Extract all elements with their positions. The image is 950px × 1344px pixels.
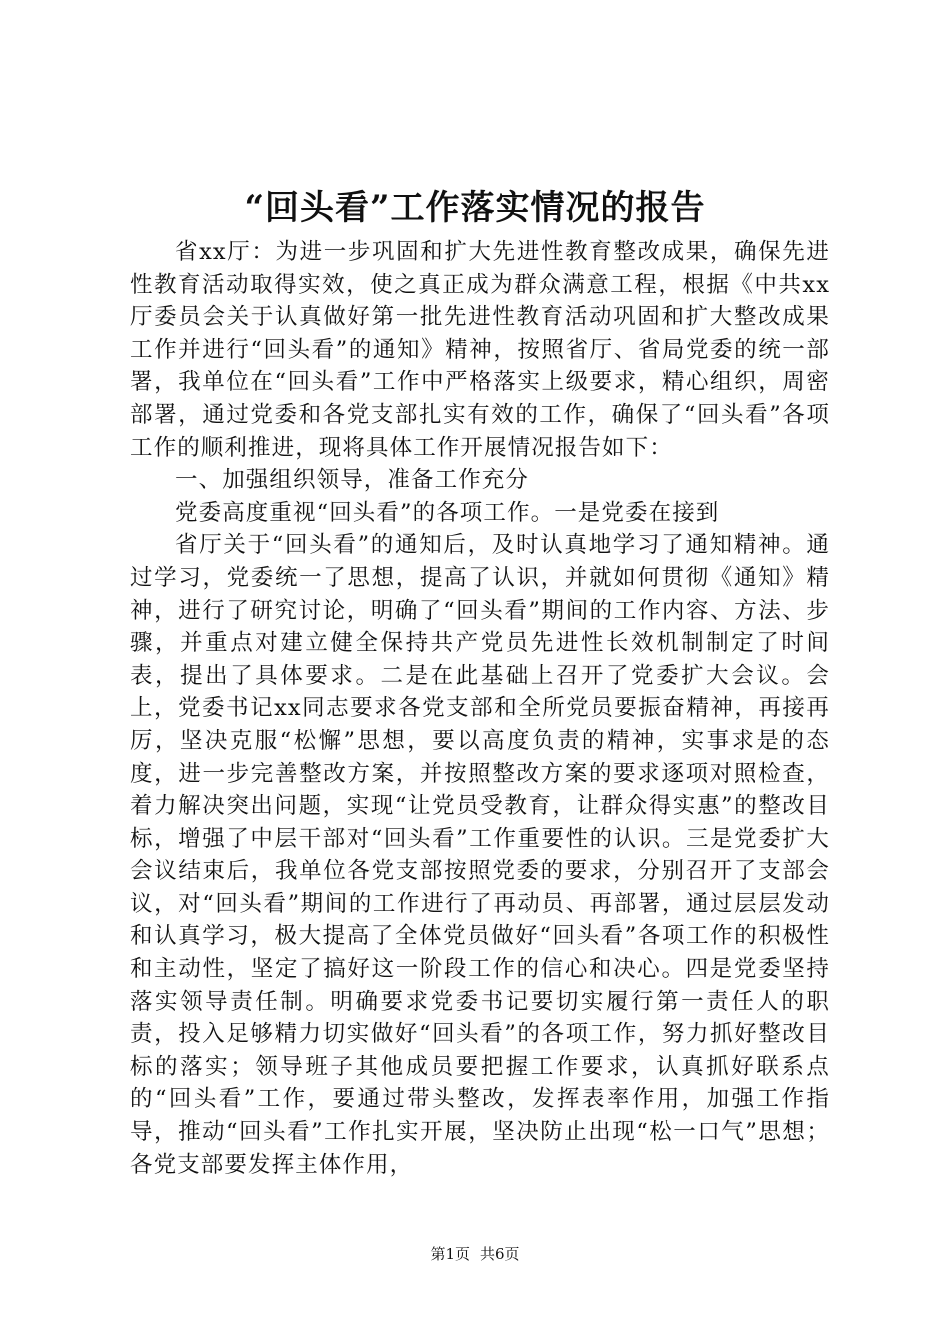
body-paragraph-lead: 党委高度重视“回头看”的各项工作。一是党委在接到 [175,499,720,526]
body-paragraph-main: 省厅关于“回头看”的通知后，及时认真地学习了通知精神。通过学习，党委统一了思想，提高了认识，并就如何贯彻《通知》精神，进行了研究讨论，明确了“回头看”期间的工作内容、方法、步骤，并重点对建立健全保持共产党员先进性长效机制制定了时间表，提出了具体要求。二是在此基础上召开了党委扩大会议。会上，党委书记xx同志要求各党支部和全所党员要振奋精神，再接再厉，坚决克服“松懈”思想，要以高度负责的精神，实事求是的态度，进一步完善整改方案，并按照整改方案的要求逐项对照检查，着力解决突出问题，实现“让党员受教育，让群众得实惠”的整改目标，增强了中层干部对“回头看”工作重要性的认识。三是党委扩大会议结束后，我单位各党支部按照党委的要求，分别召开了支部会议，对“回头看”期间的工作进行了再动员、再部署，通过层层发动和认真学习，极大提高了全体党员做好“回头看”各项工作的积极性和主动性，坚定了搞好这一阶段工作的信心和决心。四是党委坚持落实领导责任制。明确要求党委书记要切实履行第一责任人的职责，投入足够精力切实做好“回头看”的各项工作，努力抓好整改目标的落实；领导班子其他成员要把握工作要求，认真抓好联系点的“回头看”工作，要通过带头整改，发挥表率作用，加强工作指导，推动“回头看”工作扎实开展，坚决防止出现“松一口气”思想；各党支部要发挥主体作用， [130,532,830,1178]
document-body [130,236,830,1181]
page-number: 第1页 [430,1245,470,1263]
document-title: “回头看”工作落实情况的报告 [244,188,706,228]
page-total: 共6页 [480,1245,520,1263]
body-paragraph-intro: 省xx厅：为进一步巩固和扩大先进性教育整改成果，确保先进性教育活动取得实效，使之真正成为群众满意工程，根据《中共xx厅委员会关于认真做好第一批先进性教育活动巩固和扩大整改成果工作并进行“回头看”的通知》精神，按照省厅、省局党委的统一部署，我单位在“回头看”工作中严格落实上级要求，精心组织，周密部署，通过党委和各党支部扎实有效的工作，确保了“回头看”各项工作的顺利推进，现将具体工作开展情况报告如下： [130,239,830,461]
page-footer [0,1244,950,1264]
section-heading-1: 一、加强组织领导，准备工作充分 [175,467,530,494]
